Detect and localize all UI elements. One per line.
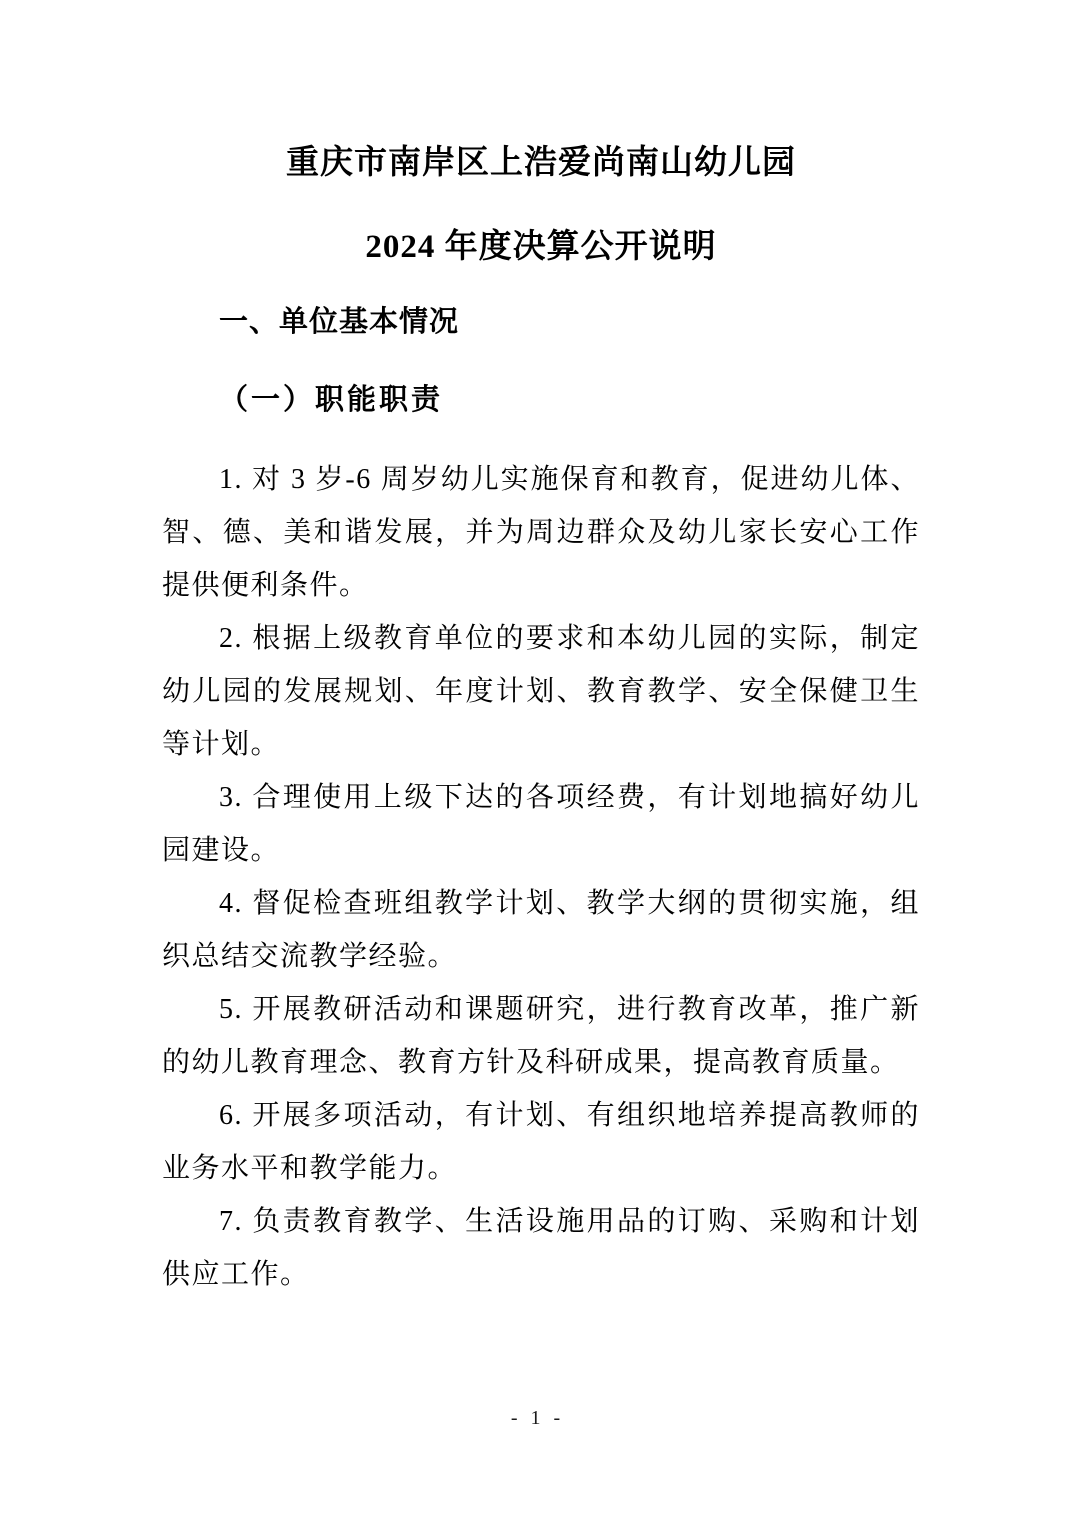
page-number: - 1 - [510, 1407, 565, 1429]
section-heading-basic-info: 一、单位基本情况 [219, 306, 460, 338]
paragraph-duty-2: 2. 根据上级教育单位的要求和本幼儿园的实际，制定幼儿园的发展规划、年度计划、教育教学、安全保健卫生等计划。 [162, 623, 920, 760]
paragraph-duty-7: 7. 负责教育教学、生活设施用品的订购、采购和计划供应工作。 [162, 1206, 920, 1290]
subsection-heading-duties: （一）职能职责 [219, 384, 444, 416]
page-footer [0, 1406, 1075, 1430]
document-subtitle: 2024 年度决算公开说明 [365, 229, 717, 265]
paragraph-duty-5: 5. 开展教研活动和课题研究，进行教育改革，推广新的幼儿教育理念、教育方针及科研成果，提高教育质量。 [162, 994, 920, 1078]
paragraph-duty-3: 3. 合理使用上级下达的各项经费，有计划地搞好幼儿园建设。 [162, 782, 920, 866]
paragraph-duty-4: 4. 督促检查班组教学计划、教学大纲的贯彻实施，组织总结交流教学经验。 [162, 888, 920, 972]
paragraph-duty-6: 6. 开展多项活动，有计划、有组织地培养提高教师的业务水平和教学能力。 [162, 1100, 920, 1184]
document-content [162, 142, 920, 1301]
paragraph-duty-1: 1. 对 3 岁-6 周岁幼儿实施保育和教育，促进幼儿体、智、德、美和谐发展，并为周边群众及幼儿家长安心工作提供便利条件。 [162, 464, 920, 601]
document-title: 重庆市南岸区上浩爱尚南山幼儿园 [286, 145, 796, 181]
duties-list [162, 453, 920, 1301]
